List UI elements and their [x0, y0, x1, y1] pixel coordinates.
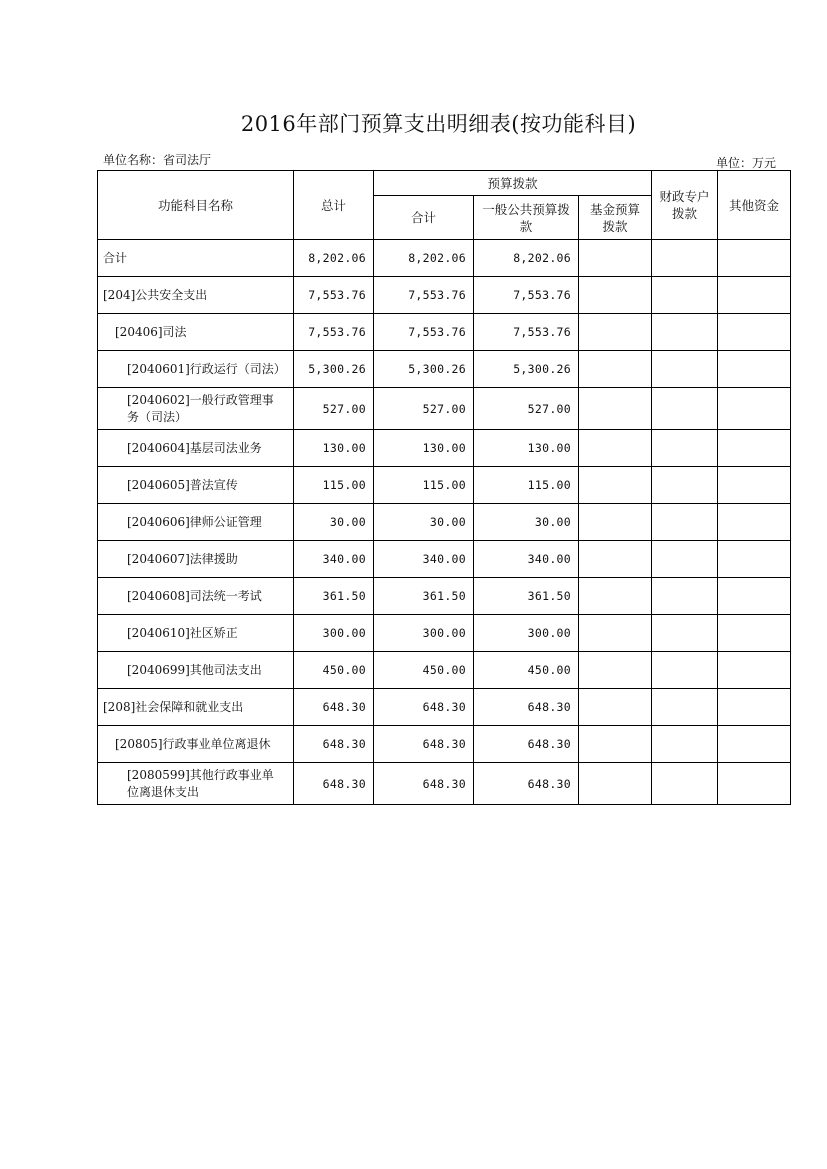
row-subtotal: 5,300.26 [374, 351, 474, 388]
row-other [718, 277, 791, 314]
row-subtotal: 648.30 [374, 689, 474, 726]
row-name: [2040608]司法统一考试 [98, 578, 294, 615]
row-other [718, 430, 791, 467]
row-name: [2040601]行政运行（司法） [98, 351, 294, 388]
row-subtotal: 340.00 [374, 541, 474, 578]
row-special [652, 467, 718, 504]
row-other [718, 351, 791, 388]
row-fund [579, 240, 652, 277]
row-subtotal: 527.00 [374, 388, 474, 430]
row-other [718, 467, 791, 504]
row-special [652, 504, 718, 541]
row-special [652, 541, 718, 578]
row-name: [2040604]基层司法业务 [98, 430, 294, 467]
row-general: 8,202.06 [474, 240, 579, 277]
row-name: [2080599]其他行政事业单位离退休支出 [98, 763, 294, 805]
header-budget-allocation: 预算拨款 [374, 171, 652, 196]
header-subtotal: 合计 [374, 196, 474, 240]
row-other [718, 652, 791, 689]
row-special [652, 314, 718, 351]
table-row [98, 240, 791, 277]
row-fund [579, 430, 652, 467]
row-total: 648.30 [294, 763, 374, 805]
row-fund [579, 351, 652, 388]
row-subtotal: 450.00 [374, 652, 474, 689]
row-total: 30.00 [294, 504, 374, 541]
row-general: 130.00 [474, 430, 579, 467]
row-general: 300.00 [474, 615, 579, 652]
row-subtotal: 30.00 [374, 504, 474, 541]
row-subtotal: 648.30 [374, 726, 474, 763]
row-subtotal: 8,202.06 [374, 240, 474, 277]
row-fund [579, 388, 652, 430]
row-special [652, 689, 718, 726]
table-row [98, 726, 791, 763]
row-special [652, 652, 718, 689]
row-other [718, 504, 791, 541]
header-fiscal-special: 财政专户拨款 [652, 171, 718, 240]
row-subtotal: 648.30 [374, 763, 474, 805]
row-fund [579, 578, 652, 615]
row-other [718, 541, 791, 578]
row-other [718, 615, 791, 652]
row-fund [579, 277, 652, 314]
row-general: 361.50 [474, 578, 579, 615]
row-name: [2040606]律师公证管理 [98, 504, 294, 541]
row-subtotal: 130.00 [374, 430, 474, 467]
row-fund [579, 726, 652, 763]
table-row [98, 467, 791, 504]
row-subtotal: 7,553.76 [374, 314, 474, 351]
row-total: 450.00 [294, 652, 374, 689]
row-general: 450.00 [474, 652, 579, 689]
row-special [652, 240, 718, 277]
row-total: 130.00 [294, 430, 374, 467]
header-other-funds: 其他资金 [718, 171, 791, 240]
row-name: [2040602]一般行政管理事务（司法） [98, 388, 294, 430]
row-total: 648.30 [294, 726, 374, 763]
row-general: 7,553.76 [474, 277, 579, 314]
row-special [652, 430, 718, 467]
table-row [98, 763, 791, 805]
row-subtotal: 361.50 [374, 578, 474, 615]
row-other [718, 388, 791, 430]
table-row [98, 578, 791, 615]
row-general: 527.00 [474, 388, 579, 430]
row-fund [579, 504, 652, 541]
header-general-public-budget: 一般公共预算拨款 [474, 196, 579, 240]
row-fund [579, 314, 652, 351]
row-name: [2040605]普法宣传 [98, 467, 294, 504]
row-total: 8,202.06 [294, 240, 374, 277]
row-total: 300.00 [294, 615, 374, 652]
row-total: 361.50 [294, 578, 374, 615]
row-name: 合计 [98, 240, 294, 277]
document-title: 2016年部门预算支出明细表(按功能科目) [240, 112, 637, 136]
row-general: 115.00 [474, 467, 579, 504]
row-general: 648.30 [474, 763, 579, 805]
row-general: 648.30 [474, 689, 579, 726]
row-name: [20406]司法 [98, 314, 294, 351]
header-total: 总计 [294, 171, 374, 240]
table-row [98, 504, 791, 541]
row-name: [2040699]其他司法支出 [98, 652, 294, 689]
table-row [98, 541, 791, 578]
table-row [98, 314, 791, 351]
row-total: 340.00 [294, 541, 374, 578]
table-row [98, 652, 791, 689]
row-fund [579, 615, 652, 652]
row-general: 7,553.76 [474, 314, 579, 351]
row-general: 30.00 [474, 504, 579, 541]
row-fund [579, 689, 652, 726]
budget-table [97, 170, 791, 805]
row-name: [20805]行政事业单位离退休 [98, 726, 294, 763]
row-name: [2040610]社区矫正 [98, 615, 294, 652]
row-general: 648.30 [474, 726, 579, 763]
row-special [652, 726, 718, 763]
row-total: 648.30 [294, 689, 374, 726]
row-fund [579, 467, 652, 504]
row-other [718, 578, 791, 615]
row-fund [579, 763, 652, 805]
table-row [98, 351, 791, 388]
row-subtotal: 7,553.76 [374, 277, 474, 314]
table-row [98, 430, 791, 467]
header-function-name: 功能科目名称 [98, 171, 294, 240]
row-subtotal: 115.00 [374, 467, 474, 504]
unit-label: 单位：万元 [716, 156, 777, 170]
row-subtotal: 300.00 [374, 615, 474, 652]
row-total: 7,553.76 [294, 314, 374, 351]
row-general: 340.00 [474, 541, 579, 578]
row-other [718, 240, 791, 277]
row-name: [204]公共安全支出 [98, 277, 294, 314]
row-special [652, 277, 718, 314]
row-total: 115.00 [294, 467, 374, 504]
unit-name: 单位名称：省司法厅 [103, 153, 212, 167]
row-other [718, 726, 791, 763]
table-row [98, 388, 791, 430]
table-row [98, 277, 791, 314]
table-row [98, 615, 791, 652]
row-special [652, 763, 718, 805]
row-other [718, 689, 791, 726]
row-fund [579, 541, 652, 578]
table-row [98, 689, 791, 726]
row-total: 5,300.26 [294, 351, 374, 388]
row-fund [579, 652, 652, 689]
row-general: 5,300.26 [474, 351, 579, 388]
row-special [652, 351, 718, 388]
row-other [718, 314, 791, 351]
row-name: [208]社会保障和就业支出 [98, 689, 294, 726]
row-special [652, 615, 718, 652]
header-fund-budget: 基金预算拨款 [579, 196, 652, 240]
row-name: [2040607]法律援助 [98, 541, 294, 578]
row-other [718, 763, 791, 805]
row-total: 527.00 [294, 388, 374, 430]
row-special [652, 388, 718, 430]
row-special [652, 578, 718, 615]
row-total: 7,553.76 [294, 277, 374, 314]
